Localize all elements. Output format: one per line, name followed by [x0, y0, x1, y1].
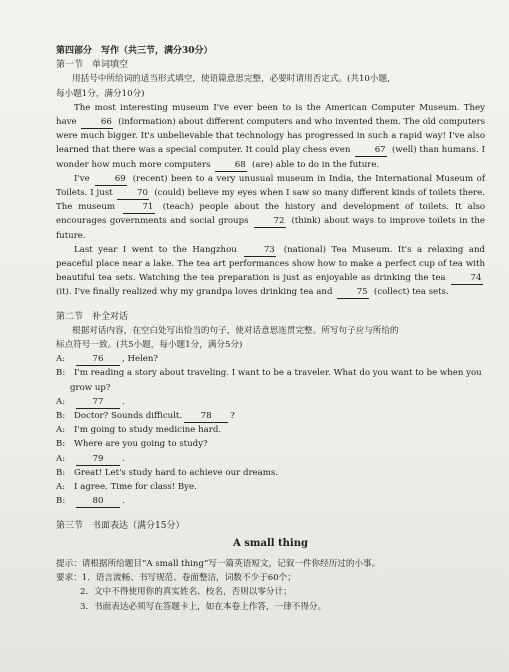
dialog-line [56, 480, 485, 494]
blank-80[interactable]: 80 [76, 496, 120, 508]
dialog-line [56, 352, 485, 366]
requirement-2: 2．文中不得使用你的真实姓名、校名，否则以零分计； [80, 587, 292, 598]
essay-hint: 提示：请根据所给题目“A small thing”写一篇英语短文，记叙一件你经历过的小事。 [56, 558, 381, 569]
blank-73[interactable]: 73 [244, 245, 276, 257]
speaker-label: A: [56, 396, 66, 407]
speaker-label: A: [56, 354, 66, 365]
sec1-instruction: 用括号中所给词的适当形式填空，使语篇意思完整，必要时请用否定式。(共10小题， [72, 74, 396, 85]
dialog-text: Doctor? Sounds difficult. [74, 411, 183, 422]
blank-75[interactable]: 75 [337, 287, 369, 299]
dialog-punct: . [122, 453, 125, 464]
dialog-punct: ? [230, 411, 235, 422]
sec1-instruction-cont: 每小题1分，满分10分) [56, 88, 145, 99]
requirements-label: 要求： [56, 573, 82, 584]
blank-77[interactable]: 77 [76, 397, 120, 409]
dialog-line [56, 452, 485, 466]
sec2-instruction: 根据对话内容，在空白处写出恰当的句子，使对话意思连贯完整。所写句子应与所给的 [72, 325, 399, 336]
paragraph-2: I've 69 (recent) been to a very unusual museum in India, the International Museum of Toilets. I just 70 (could) believe my eyes when I saw so many different kinds of toilets there. The museum 71 (teach) people about the history and development of toilets. It also encourages governments and social groups 72 (think) about ways to improve toilets in the future. [56, 173, 486, 241]
dialog-text: I agree. Time for class! Bye. [74, 482, 197, 493]
dialog-line [56, 437, 485, 451]
paragraph-1: The most interesting museum I've ever been to is the American Computer Museum. They have 66 (information) about different computers and who invented them. The old computers were much bigger. It's unbelievable that technology has progressed in such a rapid way! I've also learned that there was a special computer. It could play chess even 67 (well) than humans. I wonder how much more computers 68 (are) able to do in the future. [56, 102, 486, 170]
dialog-line [56, 423, 485, 437]
blank-74[interactable]: 74 [451, 273, 483, 285]
dialog-text: grow up? [70, 382, 111, 393]
blank-70[interactable]: 70 [117, 188, 149, 200]
dialog [56, 352, 485, 508]
dialog-line [56, 409, 485, 423]
part4-title: 第四部分 写作（共三节，满分30分） [56, 46, 213, 56]
dialog-text: Great! Let's study hard to achieve our dreams. [74, 467, 279, 478]
paragraph-3: Last year I went to the Hangzhou 73 (national) Tea Museum. It's a relaxing and peaceful place near a lake. The tea art performances show how to make a perfect cup of tea with beautiful tea sets. Watching the tea preparation is just as enjoyable as drinking the tea 74 (it). I've finally realized why my grandpa loves drinking tea and 75 (collect) tea sets. [56, 244, 486, 298]
dialog-text: Where are you going to study? [74, 439, 208, 450]
speaker-label: A: [56, 425, 66, 436]
sec2-instruction-cont: 标点符号一致。(共5小题，每小题1分，满分5分) [56, 340, 243, 351]
blank-67[interactable]: 67 [355, 145, 387, 157]
dialog-line [56, 366, 485, 380]
blank-69[interactable]: 69 [95, 174, 127, 186]
speaker-label: A: [56, 482, 66, 493]
blank-68[interactable]: 68 [215, 160, 247, 172]
sec1-title: 第一节 单词填空 [56, 60, 129, 71]
dialog-line [56, 381, 485, 395]
requirement-1: 1．语言流畅、书写规范、卷面整洁，词数不少于60个； [81, 573, 296, 584]
sec2-title: 第二节 补全对话 [56, 311, 129, 322]
dialog-text: I'm reading a story about traveling. I want to be a traveler. What do you want to be when you [74, 368, 482, 379]
blank-71[interactable]: 71 [123, 202, 155, 214]
dialog-text: I'm going to study medicine hard. [74, 425, 222, 436]
speaker-label: A: [56, 453, 66, 464]
speaker-label: B: [56, 411, 66, 422]
speaker-label: B: [56, 467, 66, 478]
dialog-line [56, 494, 485, 508]
requirement-3: 3．书面表达必须写在答题卡上，如在本卷上作答，一律不得分。 [80, 601, 327, 612]
dialog-punct: . [122, 496, 125, 507]
blank-76[interactable]: 76 [76, 354, 120, 366]
dialog-line [56, 395, 485, 409]
blank-78[interactable]: 78 [184, 411, 228, 423]
dialog-punct: , Helen? [122, 354, 159, 365]
blank-79[interactable]: 79 [76, 454, 120, 466]
blank-72[interactable]: 72 [254, 216, 286, 228]
blank-66[interactable]: 66 [81, 117, 113, 129]
requirements [56, 571, 485, 585]
dialog-punct: . [122, 396, 125, 407]
speaker-label: B: [56, 368, 66, 379]
dialog-line [56, 466, 485, 480]
sec3-title: 第三节 书面表达（满分15分） [56, 520, 185, 531]
speaker-label: B: [56, 439, 66, 450]
essay-title: A small thing [233, 537, 308, 549]
speaker-label: B: [56, 496, 66, 507]
